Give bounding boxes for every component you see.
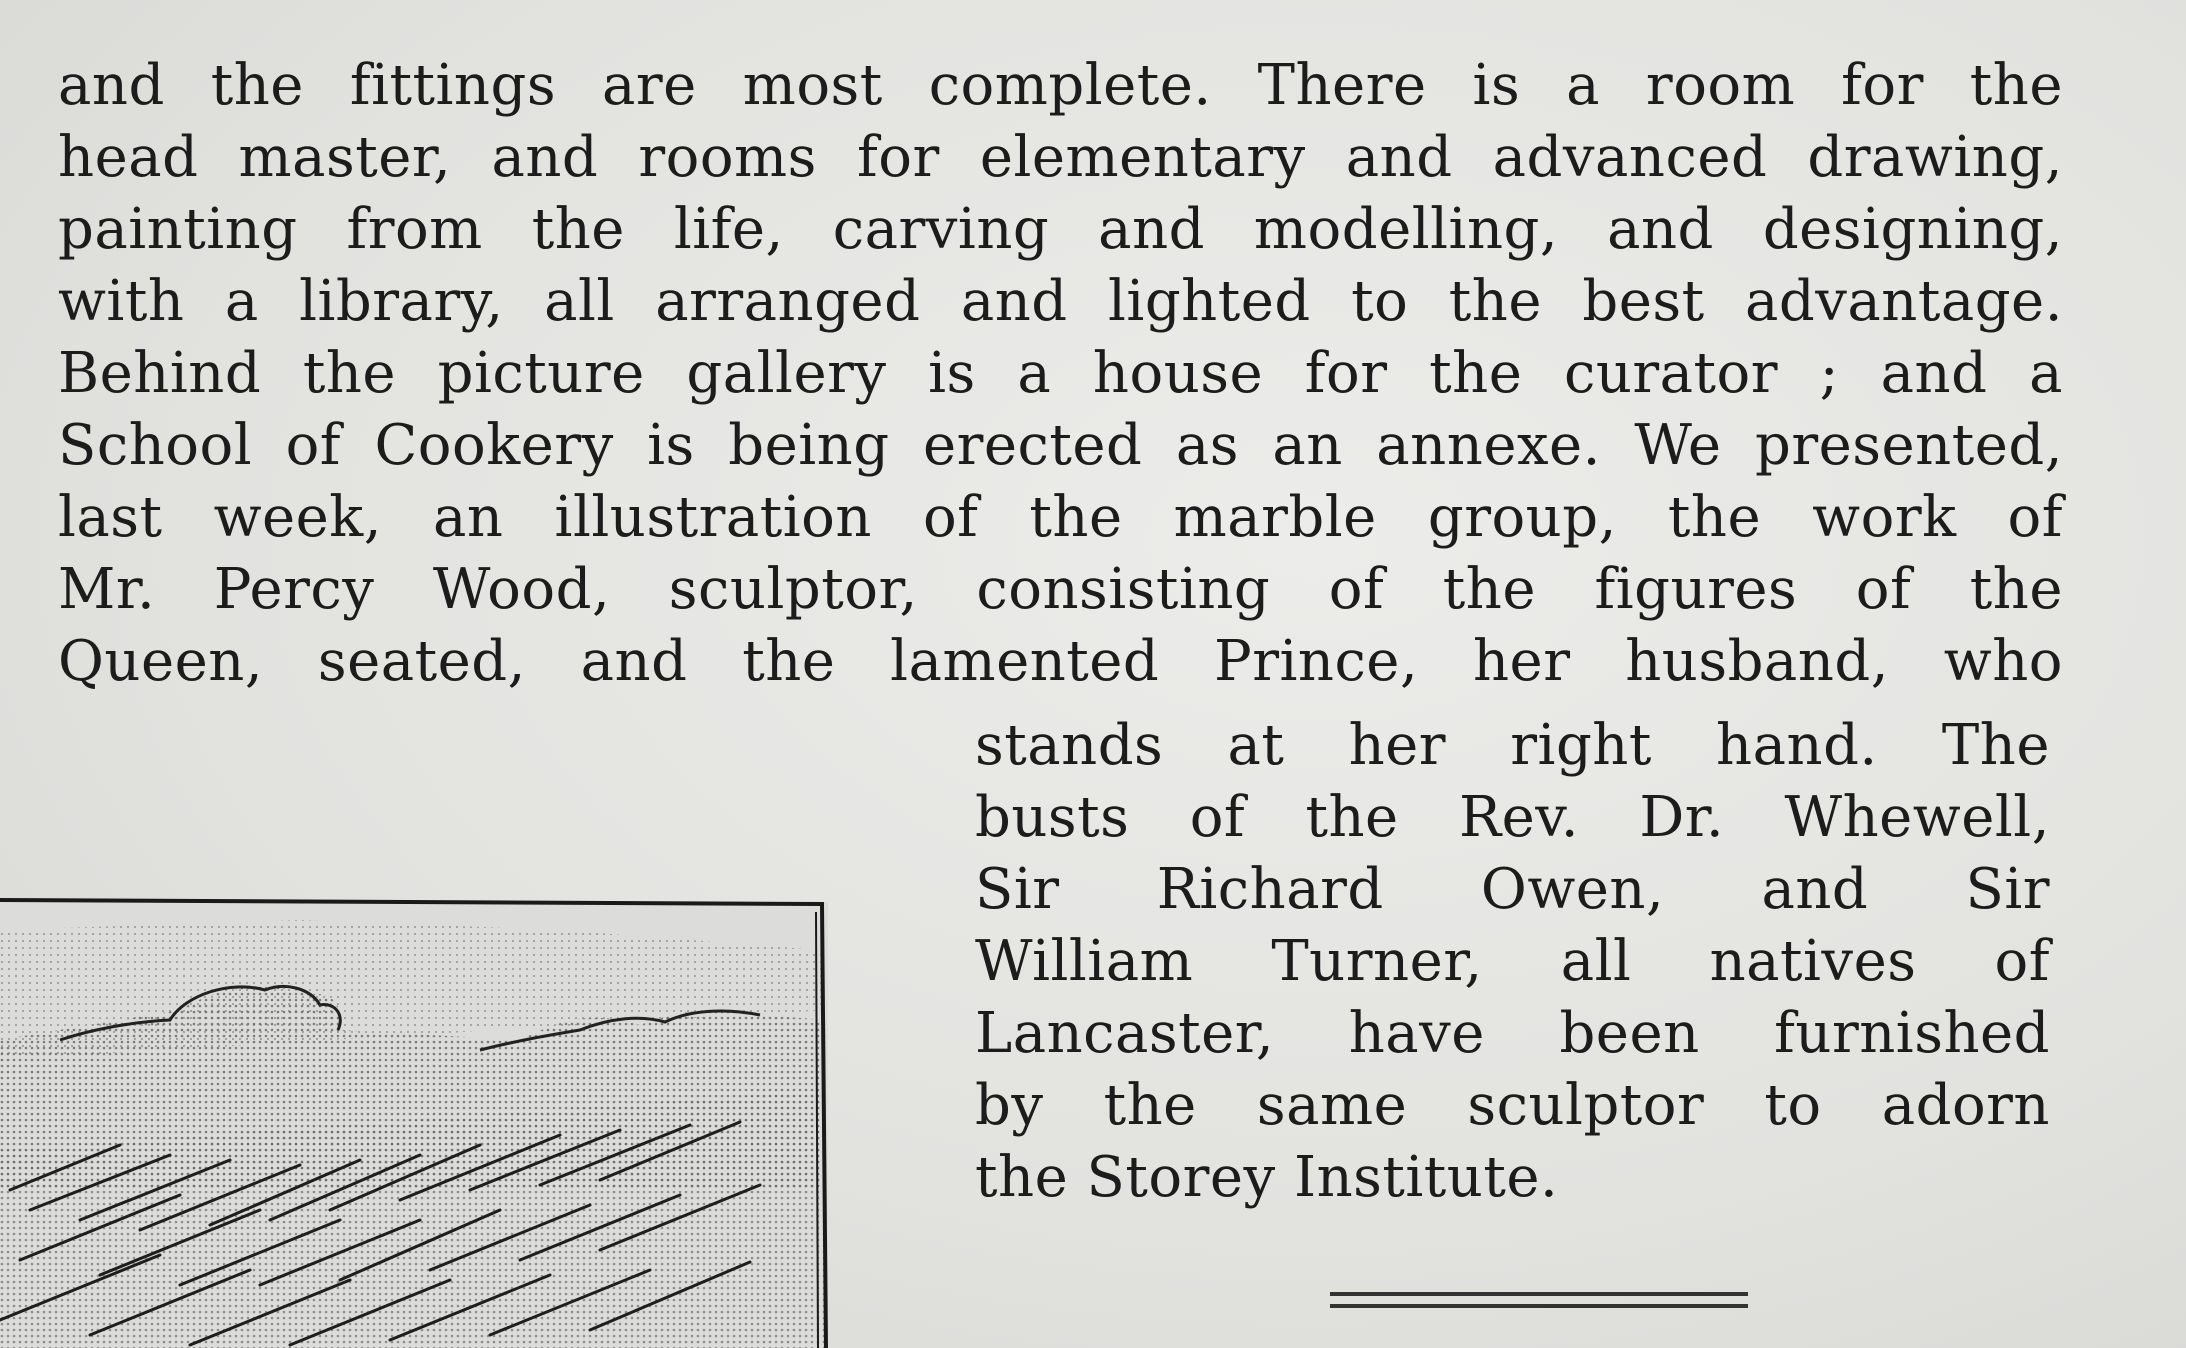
divider-rule-bottom — [1330, 1304, 1748, 1308]
divider-rule-top — [1330, 1292, 1748, 1296]
text-line-4: with a library, all arranged and lighted to the best advantage. — [58, 269, 2063, 334]
text-line-1: and the fittings are most complete. There is a room for the — [58, 53, 2063, 118]
text-line-13: William Turner, all natives of — [975, 929, 2050, 994]
text-line-8: Mr. Percy Wood, sculptor, consisting of the figures of the — [58, 557, 2063, 622]
text-line-15: by the same sculptor to adorn — [975, 1073, 2050, 1138]
text-line-9: Queen, seated, and the lamented Prince, her husband, who — [58, 629, 2063, 694]
engraving-illustration — [0, 890, 835, 1348]
text-line-2: head master, and rooms for elementary and advanced drawing, — [58, 125, 2063, 190]
text-line-14: Lancaster, have been furnished — [975, 1001, 2050, 1066]
text-line-11: busts of the Rev. Dr. Whewell, — [975, 785, 2050, 850]
text-line-6: School of Cookery is being erected as an annexe. We presented, — [58, 413, 2063, 478]
text-line-7: last week, an illustration of the marble group, the work of — [58, 485, 2063, 550]
text-line-5: Behind the picture gallery is a house for the curator ; and a — [58, 341, 2063, 406]
text-line-12: Sir Richard Owen, and Sir — [975, 857, 2050, 922]
text-line-16: the Storey Institute. — [975, 1145, 1559, 1210]
text-line-10: stands at her right hand. The — [975, 713, 2050, 778]
text-line-3: painting from the life, carving and modelling, and designing, — [58, 197, 2063, 262]
